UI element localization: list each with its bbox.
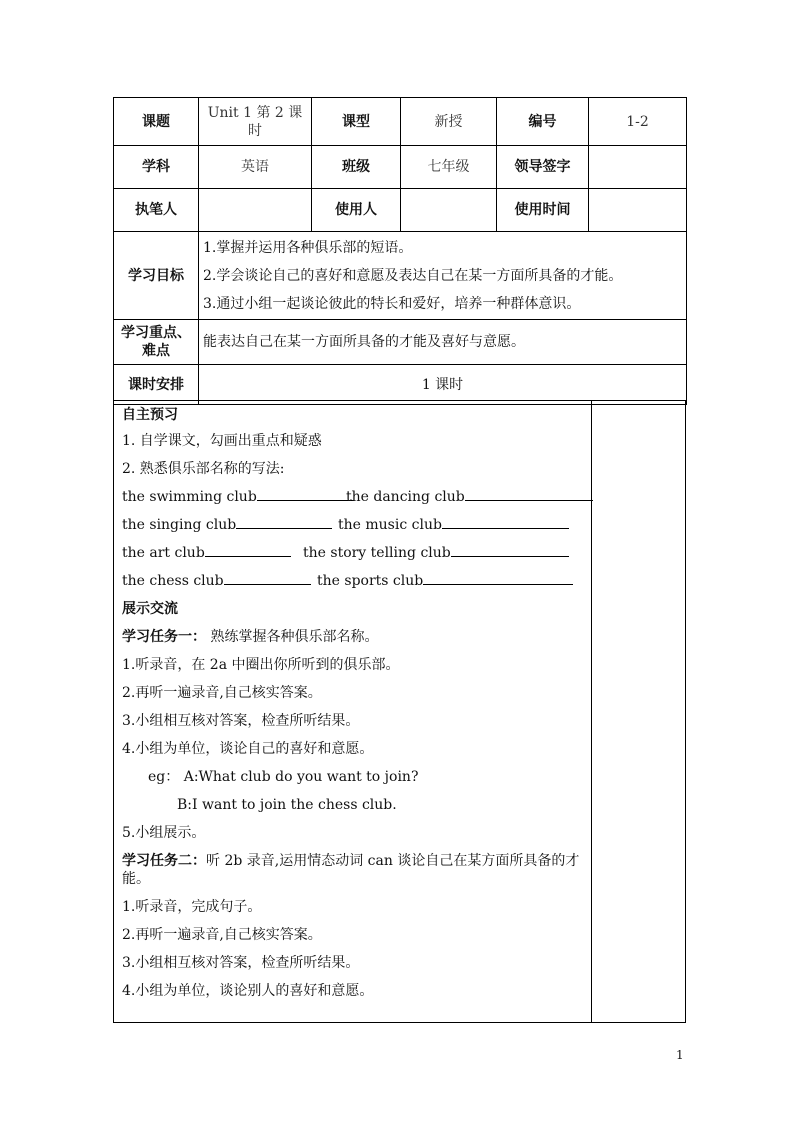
class-value: 七年级 — [401, 146, 497, 189]
leader-sign-label: 领导签字 — [497, 146, 589, 189]
club-name: the music club — [338, 517, 442, 533]
subject-value: 英语 — [199, 146, 312, 189]
task1-step: 1.听录音，在 2a 中圈出你所听到的俱乐部。 — [122, 657, 400, 673]
answer-blank[interactable] — [451, 542, 569, 557]
preview-step-1: 1. 自学课文，勾画出重点和疑惑 — [122, 433, 322, 449]
task1-heading — [122, 623, 584, 651]
club-row — [122, 539, 584, 567]
topic-value: Unit 1 第 2 课时 — [199, 98, 312, 146]
task1-label: 学习任务一： — [122, 629, 206, 645]
club-row — [122, 567, 584, 595]
example-b: B:I want to join the chess club. — [177, 797, 397, 813]
preview-title: 自主预习 — [122, 407, 178, 423]
task2-heading — [122, 847, 584, 893]
goal-item: 3.通过小组一起谈论彼此的特长和爱好，培养一种群体意识。 — [203, 295, 581, 312]
leader-sign-cell — [589, 146, 687, 189]
club-name: the chess club — [122, 573, 224, 589]
topic-label: 课题 — [114, 98, 199, 146]
example-a-text: A:What club do you want to join? — [183, 769, 419, 785]
eg-label: eg： — [148, 769, 180, 785]
answer-blank[interactable] — [224, 570, 311, 585]
answer-blank[interactable] — [442, 514, 569, 529]
key-points-value: 能表达自己在某一方面所具备的才能及喜好与意愿。 — [199, 320, 687, 365]
task2-text: 听 2b 录音,运用情态动词 can 谈论自己在某方面所具备的才能。 — [122, 853, 580, 887]
class-label: 班级 — [312, 146, 401, 189]
club-name: the singing club — [122, 517, 237, 533]
task2-step: 4.小组为单位，谈论别人的喜好和意愿。 — [122, 983, 374, 999]
goals-cell — [199, 232, 687, 320]
answer-blank[interactable] — [257, 486, 354, 501]
page-number: 1 — [676, 1048, 684, 1062]
type-label: 课型 — [312, 98, 401, 146]
user-label: 使用人 — [312, 189, 401, 232]
goals-label: 学习目标 — [114, 232, 199, 320]
task1-step: 4.小组为单位，谈论自己的喜好和意愿。 — [122, 741, 374, 757]
task2-step: 2.再听一遍录音,自己核实答案。 — [122, 927, 322, 943]
club-name: the art club — [122, 545, 205, 561]
club-name: the story telling club — [303, 545, 451, 561]
answer-blank[interactable] — [205, 542, 291, 557]
task2-label: 学习任务二： — [122, 853, 206, 869]
lesson-body-box — [113, 400, 686, 1023]
schedule-value: 1 课时 — [199, 365, 687, 405]
answer-blank[interactable] — [423, 570, 573, 585]
preview-step-2: 2. 熟悉俱乐部名称的写法: — [122, 461, 285, 477]
subject-label: 学科 — [114, 146, 199, 189]
club-name: the dancing club — [346, 489, 465, 505]
club-name: the sports club — [317, 573, 424, 589]
answer-blank[interactable] — [465, 486, 593, 501]
display-title: 展示交流 — [122, 601, 178, 617]
number-label: 编号 — [497, 98, 589, 146]
answer-blank[interactable] — [236, 514, 332, 529]
example-a — [122, 763, 584, 791]
user-cell — [401, 189, 497, 232]
use-time-cell — [589, 189, 687, 232]
key-points-label: 学习重点、难点 — [114, 320, 199, 365]
author-label: 执笔人 — [114, 189, 199, 232]
number-value: 1-2 — [589, 98, 687, 146]
task2-step: 3.小组相互核对答案，检查所听结果。 — [122, 955, 360, 971]
club-row — [122, 483, 584, 511]
goal-item: 1.掌握并运用各种俱乐部的短语。 — [203, 239, 413, 256]
club-name: the swimming club — [122, 489, 257, 505]
schedule-label: 课时安排 — [114, 365, 199, 405]
task1-step: 3.小组相互核对答案，检查所听结果。 — [122, 713, 360, 729]
use-time-label: 使用时间 — [497, 189, 589, 232]
lesson-content — [122, 403, 584, 1005]
club-row — [122, 511, 584, 539]
lesson-info-table — [113, 97, 687, 405]
type-value: 新授 — [401, 98, 497, 146]
task1-step: 2.再听一遍录音,自己核实答案。 — [122, 685, 322, 701]
task1-text: 熟练掌握各种俱乐部名称。 — [206, 629, 379, 645]
task1-step: 5.小组展示。 — [122, 825, 206, 841]
author-cell — [199, 189, 312, 232]
goal-item: 2.学会谈论自己的喜好和意愿及表达自己在某一方面所具备的才能。 — [203, 267, 623, 284]
task2-step: 1.听录音，完成句子。 — [122, 899, 262, 915]
